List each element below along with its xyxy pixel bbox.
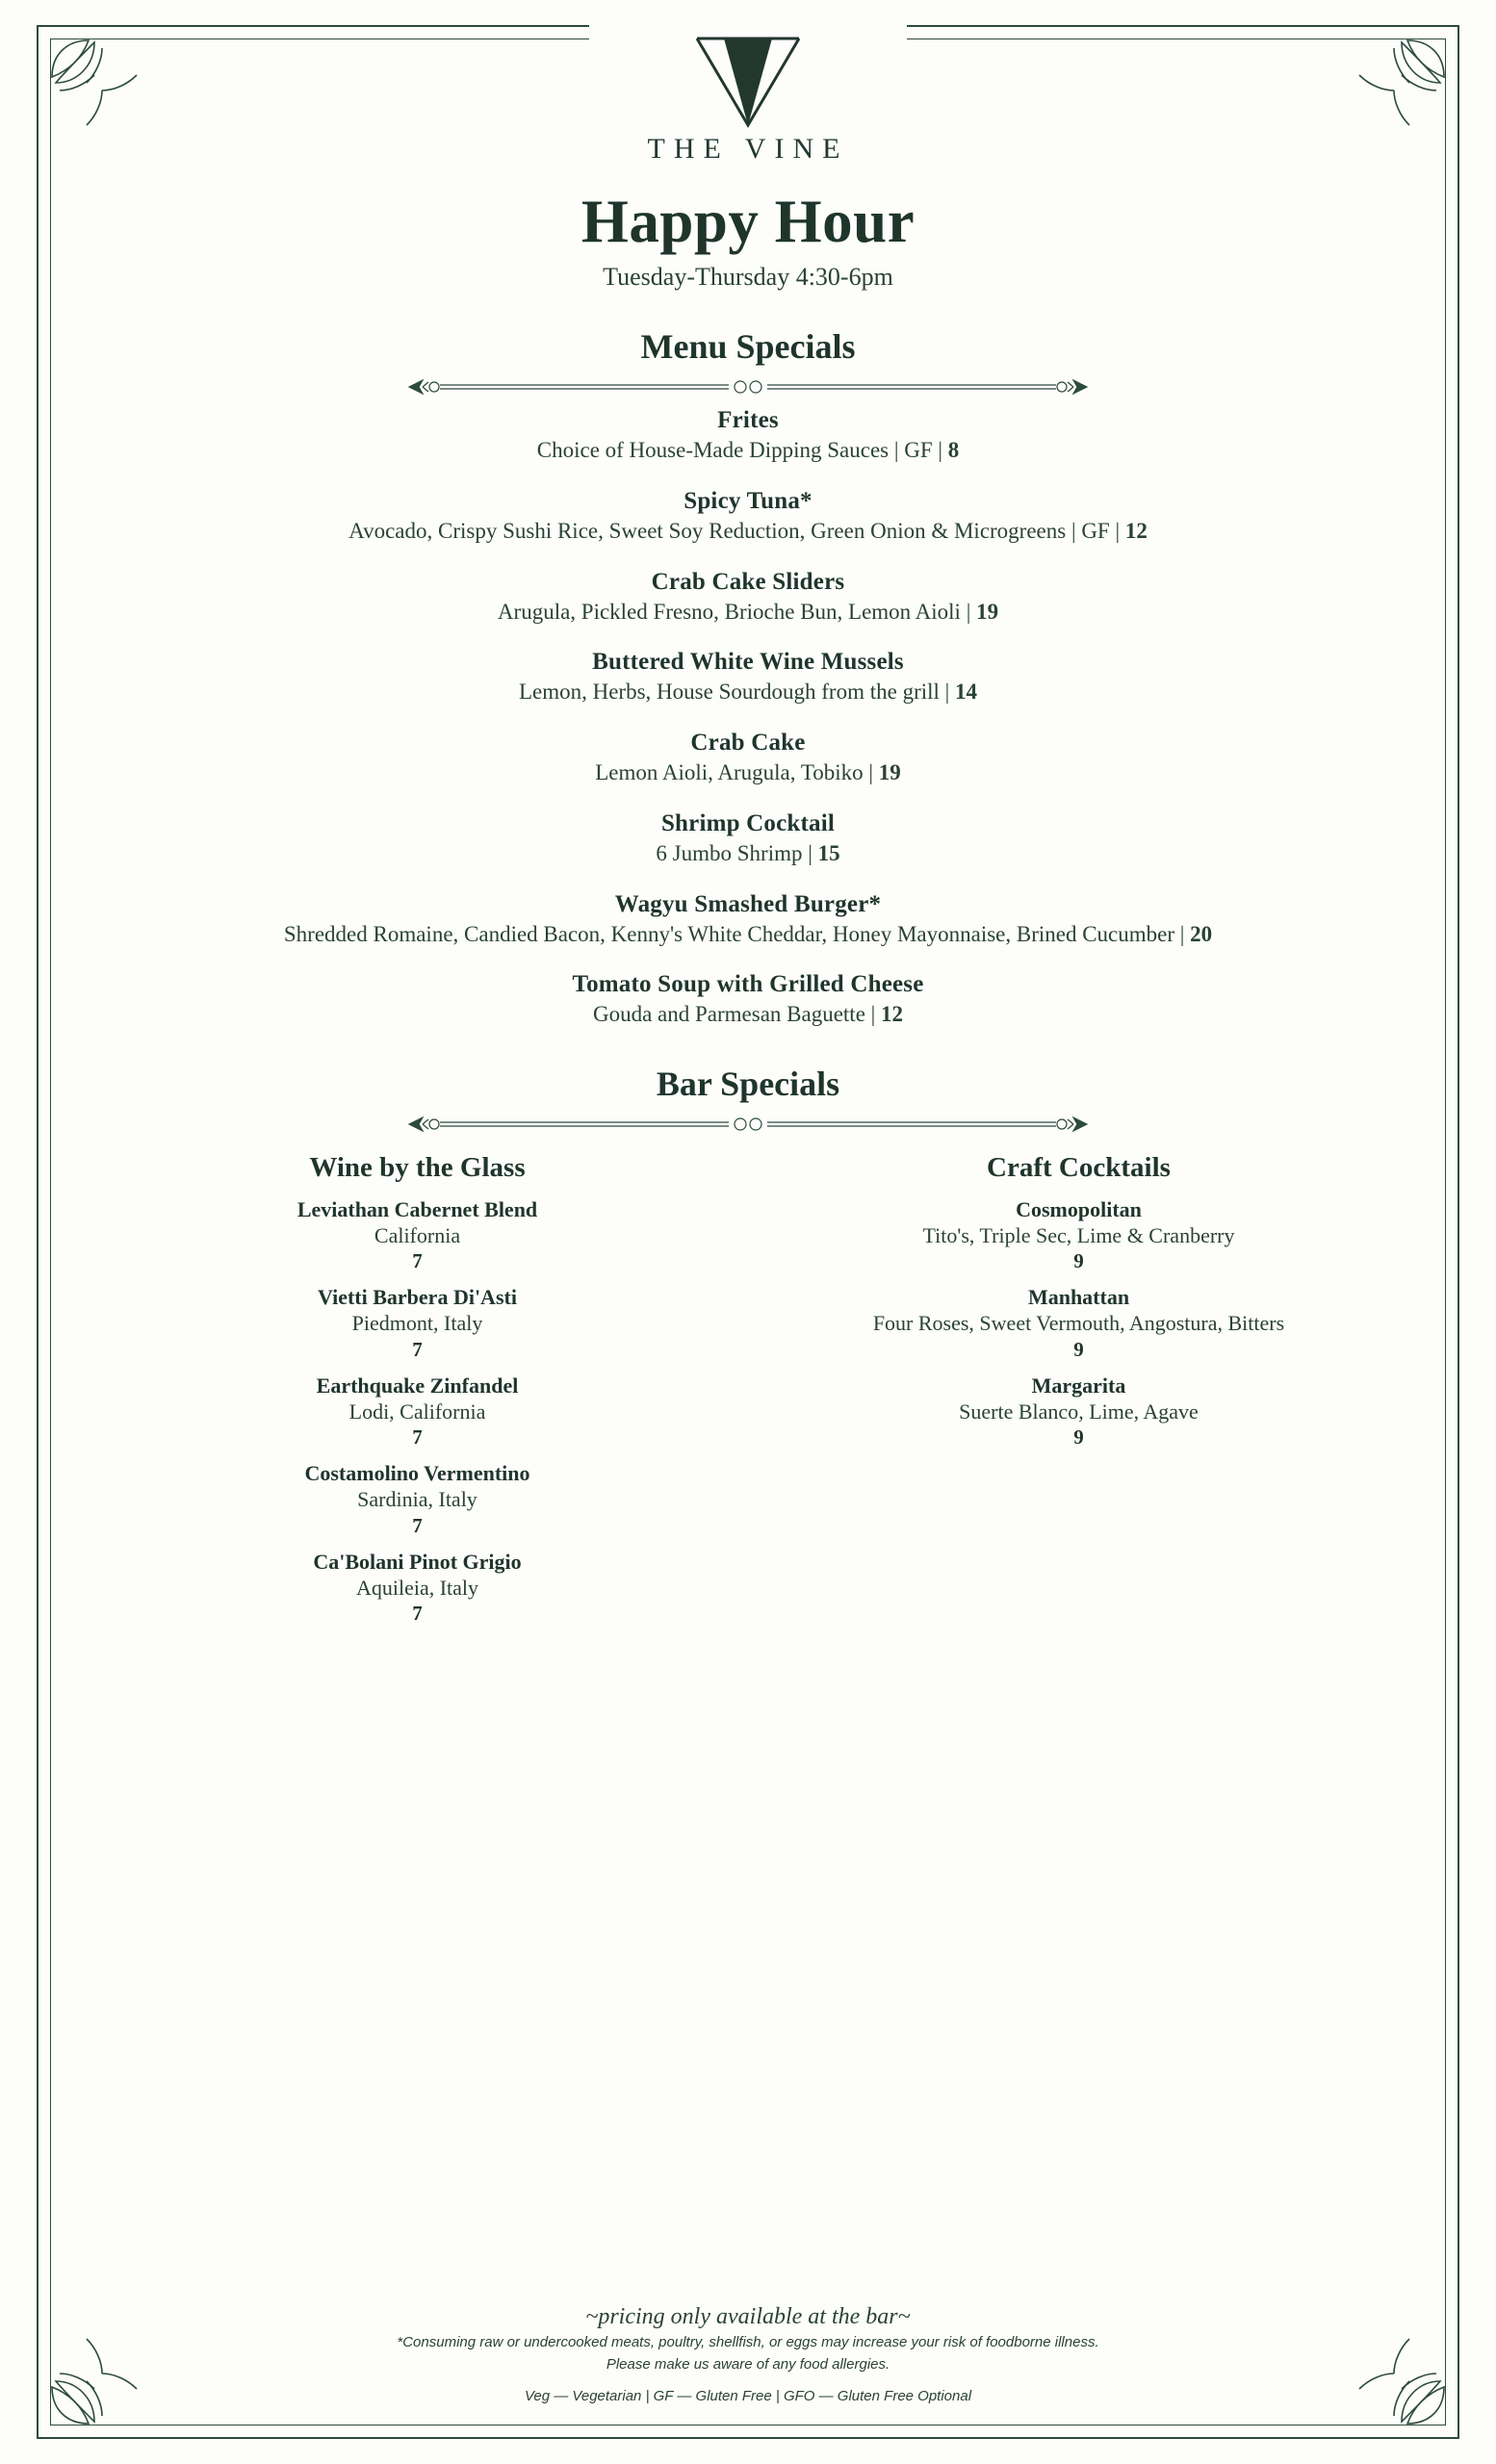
menu-item-name: Spicy Tuna* <box>684 487 812 514</box>
wine-item-name: Ca'Bolani Pinot Grigio <box>313 1549 522 1574</box>
menu-item <box>87 569 1409 627</box>
menu-item-desc <box>142 518 1354 546</box>
menu-item-desc-text: Lemon, Herbs, House Sourdough from the grill | <box>518 680 956 705</box>
menu-item-price: 12 <box>881 1002 904 1027</box>
menu-item <box>87 891 1409 949</box>
ornamental-divider-icon <box>401 1114 1095 1135</box>
wine-item <box>87 1373 748 1450</box>
brand-block <box>87 29 1409 166</box>
menu-specials-heading: Menu Specials <box>640 327 856 366</box>
menu-item-price: 20 <box>1190 921 1213 946</box>
page-subtitle: Tuesday-Thursday 4:30-6pm <box>603 263 893 291</box>
menu-item-desc <box>142 759 1354 787</box>
wine-item-region: Sardinia, Italy <box>357 1487 477 1512</box>
menu-item-name: Shrimp Cocktail <box>660 809 836 836</box>
menu-item <box>87 407 1409 465</box>
wine-item-price: 7 <box>412 1337 423 1361</box>
craft-cocktails-column <box>748 1152 1409 1626</box>
cocktails-column-heading: Craft Cocktails <box>987 1152 1171 1183</box>
menu-item-desc-text: Avocado, Crispy Sushi Rice, Sweet Soy Reduction, Green Onion & Microgreens | GF | <box>348 518 1125 543</box>
menu-item-desc-text: Gouda and Parmesan Baguette | <box>592 1002 882 1027</box>
footer-dietary-key: Veg — Vegetarian | GF — Gluten Free | GFO — Gluten Free Optional <box>524 2388 972 2404</box>
cocktail-item-name: Margarita <box>1031 1373 1126 1398</box>
menu-item-name: Frites <box>717 407 779 433</box>
menu-item-price: 19 <box>976 599 999 624</box>
menu-item-price: 14 <box>955 680 978 705</box>
wine-item-name: Costamolino Vermentino <box>304 1461 530 1486</box>
cocktail-item-price: 9 <box>1073 1337 1084 1361</box>
ornamental-divider-icon <box>401 376 1095 398</box>
menu-item-desc-text: Arugula, Pickled Fresno, Brioche Bun, Lemon Aioli | <box>497 599 977 624</box>
menu-item-name: Tomato Soup with Grilled Cheese <box>572 971 924 998</box>
menu-item-name: Buttered White Wine Mussels <box>592 649 904 676</box>
cocktail-item-desc: Tito's, Triple Sec, Lime & Cranberry <box>922 1223 1235 1247</box>
menu-item-desc <box>142 679 1354 706</box>
menu-item-desc-text: Choice of House-Made Dipping Sauces | GF | <box>536 438 948 462</box>
cocktail-item-desc: Suerte Blanco, Lime, Agave <box>959 1399 1199 1424</box>
wine-item-region: Lodi, California <box>348 1399 486 1424</box>
wine-item-price: 7 <box>412 1425 423 1450</box>
wine-item <box>87 1550 748 1626</box>
menu-item <box>87 649 1409 706</box>
wine-item <box>87 1285 748 1361</box>
menu-content <box>87 29 1409 1626</box>
menu-item-name: Wagyu Smashed Burger* <box>614 890 882 917</box>
menu-item-desc-text: 6 Jumbo Shrimp | <box>656 840 818 865</box>
menu-item-desc <box>142 921 1354 949</box>
wine-item-region: California <box>374 1223 461 1247</box>
footer <box>116 2304 1380 2405</box>
wine-item-name: Leviathan Cabernet Blend <box>297 1197 538 1221</box>
wine-item-name: Earthquake Zinfandel <box>316 1373 519 1398</box>
wine-item-region: Piedmont, Italy <box>351 1311 483 1336</box>
wine-item <box>87 1197 748 1273</box>
cocktail-item <box>748 1373 1409 1450</box>
wine-item-price: 7 <box>412 1249 423 1273</box>
menu-item-price: 19 <box>878 760 901 784</box>
wine-item-region: Aquileia, Italy <box>355 1575 479 1600</box>
menu-item <box>87 810 1409 868</box>
cocktail-item-price: 9 <box>1073 1425 1084 1450</box>
wine-item-name: Vietti Barbera Di'Asti <box>318 1285 517 1310</box>
menu-item <box>87 488 1409 546</box>
menu-item-desc <box>142 1001 1354 1029</box>
menu-item-desc-text: Shredded Romaine, Candied Bacon, Kenny's White Cheddar, Honey Mayonnaise, Brined Cucumber | <box>283 921 1191 946</box>
cocktail-item <box>748 1285 1409 1361</box>
bar-specials-columns <box>87 1152 1409 1626</box>
menu-item-price: 8 <box>947 438 960 462</box>
wine-column-heading: Wine by the Glass <box>309 1152 526 1183</box>
bar-specials-heading: Bar Specials <box>656 1065 840 1103</box>
menu-item-desc <box>142 437 1354 465</box>
page-title: Happy Hour <box>580 188 916 255</box>
wine-item-price: 7 <box>412 1513 423 1537</box>
wine-item-price: 7 <box>412 1601 423 1625</box>
menu-item-price: 12 <box>1124 518 1148 543</box>
menu-item-name: Crab Cake Sliders <box>651 568 845 595</box>
menu-item-desc-text: Lemon Aioli, Arugula, Tobiko | <box>595 760 879 784</box>
wine-by-the-glass-column <box>87 1152 748 1626</box>
cocktail-item-price: 9 <box>1073 1249 1084 1273</box>
cocktail-item-name: Manhattan <box>1027 1285 1130 1310</box>
menu-item-desc <box>142 840 1354 868</box>
cocktail-item-name: Cosmopolitan <box>1016 1197 1142 1221</box>
menu-specials-list <box>87 407 1409 1029</box>
cocktail-item <box>748 1197 1409 1273</box>
menu-item-name: Crab Cake <box>690 730 806 756</box>
footer-disclaimer-line-1: *Consuming raw or undercooked meats, poultry, shellfish, or eggs may increase your risk of foodborne illness. <box>397 2333 1099 2350</box>
menu-item <box>87 730 1409 787</box>
vine-v-logo-icon <box>685 33 811 129</box>
brand-name: THE VINE <box>647 133 849 165</box>
cocktail-item-desc: Four Roses, Sweet Vermouth, Angostura, Bitters <box>872 1311 1285 1336</box>
menu-item-price: 15 <box>817 840 840 865</box>
footer-disclaimer-line-2: Please make us aware of any food allergies. <box>606 2355 890 2373</box>
footer-pricing-note: ~pricing only available at the bar~ <box>585 2303 911 2329</box>
menu-item <box>87 971 1409 1029</box>
wine-item <box>87 1461 748 1537</box>
menu-item-desc <box>142 599 1354 627</box>
